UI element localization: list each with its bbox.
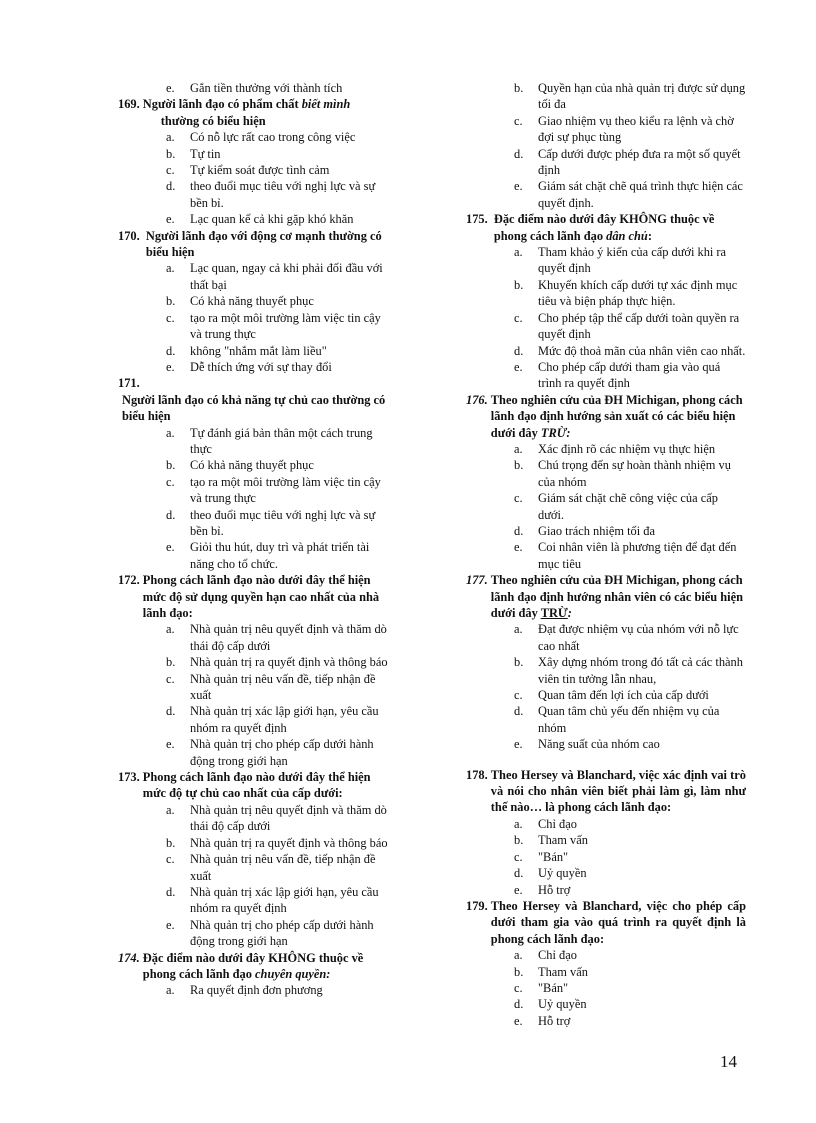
option-item [466, 947, 746, 963]
options-list [118, 425, 394, 573]
option-label: c. [514, 310, 523, 325]
question-title: 172. Phong cách lãnh đạo nào dưới đây thể hiện mức độ sử dụng quyền hạn cao nhất của nhà lãnh đạo: [118, 573, 380, 620]
option-text: Đạt được nhiệm vụ của nhóm với nỗ lực cao nhất [538, 622, 739, 653]
option-text: Nhà quản trị xác lập giới hạn, yêu cầu nhóm ra quyết định [190, 884, 379, 916]
option-label: c. [166, 852, 175, 867]
option-item [466, 882, 746, 898]
option-item [466, 621, 746, 654]
option-label: b. [514, 833, 524, 848]
option-label: b. [514, 458, 524, 473]
option-item [118, 539, 394, 572]
option-text: Quan tâm chủ yếu đến nhiệm vụ của nhóm [538, 704, 720, 735]
option-item [466, 865, 746, 881]
option-item [118, 884, 394, 917]
option-label: d. [166, 884, 176, 899]
option-item [466, 539, 746, 572]
option-label: e. [166, 540, 175, 555]
option-item [466, 964, 746, 980]
option-item [466, 816, 746, 832]
option-item [466, 244, 746, 277]
option-item [118, 211, 394, 227]
question-176 [466, 392, 746, 572]
option-label: c. [514, 688, 523, 703]
option-label: e. [514, 1013, 523, 1028]
option-text: theo đuổi mục tiêu với nghị lực và sự bền bỉ. [190, 179, 376, 210]
option-text: Mức độ thoả mãn của nhân viên cao nhất. [538, 343, 746, 358]
option-text: Nhà quản trị ra quyết định và thông báo [190, 835, 388, 850]
option-label: d. [514, 146, 524, 161]
option-text: Tự đánh giá bản thân một cách trung thực [190, 425, 373, 456]
option-text: Hỗ trợ [538, 1013, 571, 1028]
question-title: 179. Theo Hersey và Blanchard, việc cho phép cấp dưới tham gia vào quá trình ra quyết định là phong cách lãnh đạo: [466, 898, 746, 946]
option-label: a. [514, 622, 523, 637]
option-text: Nhà quản trị cho phép cấp dưới hành động trong giới hạn [190, 737, 374, 768]
option-text: Có nỗ lực rất cao trong công việc [190, 130, 356, 145]
option-item [466, 490, 746, 523]
option-text: Uỷ quyền [538, 866, 587, 881]
option-label: d. [166, 507, 176, 522]
option-item [466, 832, 746, 848]
option-text: Quyền hạn của nhà quản trị được sử dụng tối đa [538, 81, 746, 112]
option-text: Nhà quản trị xác lập giới hạn, yêu cầu nhóm ra quyết định [190, 704, 379, 735]
option-text: Cho phép tập thể cấp dưới toàn quyền ra quyết định [538, 310, 740, 342]
option-label: e. [514, 882, 523, 897]
option-text: Tham khảo ý kiến của cấp dưới khi ra quyết định [538, 245, 727, 276]
option-label: a. [514, 441, 523, 456]
option-label: c. [514, 849, 523, 864]
option-label: a. [166, 261, 175, 276]
option-label: a. [514, 948, 523, 963]
option-text: Dễ thích ứng với sự thay đổi [190, 359, 332, 374]
option-item [118, 457, 394, 473]
option-text: tạo ra một môi trường làm việc tin cậy và trung thực [190, 310, 381, 342]
option-label: e. [166, 212, 175, 227]
option-item [118, 359, 394, 375]
option-text: "Bán" [538, 980, 569, 995]
option-168-e: e. Gắn tiền thưởng với thành tích [166, 81, 343, 95]
options-list [118, 802, 394, 950]
option-text: Nhà quản trị nêu quyết định và thăm dò thái độ cấp dưới [190, 802, 387, 834]
option-label: a. [166, 802, 175, 817]
option-text: Xác định rõ các nhiệm vụ thực hiện [538, 441, 716, 456]
option-item [466, 310, 746, 343]
option-text: Tự tin [190, 146, 221, 161]
option-item [118, 654, 394, 670]
option-label: b. [166, 294, 176, 309]
option-item [118, 178, 394, 211]
option-item [466, 457, 746, 490]
option-item [118, 162, 394, 178]
option-item [466, 277, 746, 310]
option-text: Lạc quan kể cả khi gặp khó khăn [190, 212, 354, 227]
option-item [118, 129, 394, 145]
option-item [466, 80, 746, 113]
option-label: e. [166, 359, 175, 374]
option-text: Cấp dưới được phép đưa ra một số quyết định [538, 146, 741, 178]
option-text: Năng suất của nhóm cao [538, 737, 660, 752]
option-label: b. [514, 81, 524, 95]
option-text: theo đuổi mục tiêu với nghị lực và sự bền bỉ. [190, 507, 376, 538]
question-178 [466, 767, 746, 898]
option-item [118, 260, 394, 293]
option-label: c. [166, 163, 175, 178]
option-text: Giỏi thu hút, duy trì và phát triển tài năng cho tổ chức. [190, 540, 370, 571]
option-item [466, 441, 746, 457]
option-label: d. [166, 179, 176, 194]
option-label: d. [514, 704, 524, 719]
option-label: b. [514, 655, 524, 670]
options-list [118, 260, 394, 375]
question-171 [118, 375, 394, 572]
options-list-174-cont [466, 80, 746, 211]
option-item [466, 703, 746, 736]
option-item [466, 359, 746, 392]
option-text: Chỉ đạo [538, 816, 577, 831]
option-label: c. [514, 980, 523, 995]
option-text: Tham vấn [538, 964, 588, 979]
option-item [118, 851, 394, 884]
page-number: 14 [720, 1052, 737, 1071]
option-text: Coi nhân viên là phương tiện để đạt đến mục tiêu [538, 540, 737, 571]
option-label: d. [514, 997, 524, 1012]
option-label: e. [166, 737, 175, 752]
option-text: Có khả năng thuyết phục [190, 458, 314, 473]
option-text: Ra quyết định đơn phương [190, 983, 323, 998]
option-text: Nhà quản trị nêu quyết định và thăm dò thái độ cấp dưới [190, 622, 387, 653]
question-title: 175. Đặc điểm nào dưới đây KHÔNG thuộc về phong cách lãnh đạo dân chủ: [466, 212, 715, 243]
options-list [466, 816, 746, 898]
option-text: Giám sát chặt chẽ công việc của cấp dưới. [538, 491, 718, 522]
question-173 [118, 769, 394, 949]
question-169 [118, 96, 394, 227]
options-list [466, 621, 746, 752]
right-column [466, 80, 746, 1029]
option-text: Có khả năng thuyết phục [190, 294, 314, 309]
option-item [118, 621, 394, 654]
option-text: Xây dựng nhóm trong đó tất cả các thành viên tin tưởng lẫn nhau, [538, 655, 743, 686]
option-text: Khuyến khích cấp dưới tự xác định mục tiêu và biện pháp thực hiện. [538, 277, 738, 309]
option-label: a. [166, 425, 175, 440]
option-label: e. [514, 540, 523, 555]
option-item [118, 343, 394, 359]
option-label: c. [166, 310, 175, 325]
option-text: Nhà quản trị nêu vấn đề, tiếp nhận đề xuất [190, 852, 376, 883]
option-item [466, 113, 746, 146]
option-item [466, 1013, 746, 1029]
option-label: e. [514, 359, 523, 374]
option-item [466, 980, 746, 996]
option-text: Nhà quản trị nêu vấn đề, tiếp nhận đề xuất [190, 671, 376, 703]
option-label: e. [514, 737, 523, 752]
option-item [118, 310, 394, 343]
option-item [118, 736, 394, 769]
question-title: 178. Theo Hersey và Blanchard, việc xác định vai trò và nói cho nhân viên biết phải làm gì, làm như thế nào… là phong cách lãnh đạo: [466, 767, 746, 815]
option-label: b. [166, 835, 176, 850]
question-title: 174. Đặc điểm nào dưới đây KHÔNG thuộc về phong cách lãnh đạo chuyên quyền: [118, 950, 364, 981]
option-label: e. [166, 917, 175, 932]
option-label: b. [166, 458, 176, 473]
option-text: Tham vấn [538, 833, 588, 848]
option-item [466, 343, 746, 359]
option-item [466, 178, 746, 211]
question-title: 170. Người lãnh đạo với động cơ mạnh thường có biểu hiện [118, 228, 382, 260]
option-item [466, 523, 746, 539]
option-item [118, 293, 394, 309]
option-label: a. [166, 622, 175, 637]
option-label: d. [166, 704, 176, 719]
option-text: Cho phép cấp dưới tham gia vào quá trình ra quyết định [538, 359, 721, 391]
option-label: d. [514, 523, 524, 538]
left-column [118, 80, 394, 999]
question-title: Người lãnh đạo có khả năng tự chủ cao thường có biểu hiện [122, 392, 386, 424]
question-174 [118, 950, 394, 999]
option-label: c. [166, 671, 175, 686]
question-175 [466, 211, 746, 391]
options-list [118, 982, 394, 998]
option-item [466, 146, 746, 179]
question-title: 173. Phong cách lãnh đạo nào dưới đây thể hiện mức độ tự chủ cao nhất của cấp dưới: [118, 770, 371, 801]
question-179 [466, 898, 746, 1029]
question-172 [118, 572, 394, 769]
option-text: Chú trọng đến sự hoàn thành nhiệm vụ của nhóm [538, 458, 731, 489]
option-label: a. [514, 816, 523, 831]
option-text: Tự kiểm soát được tình cảm [190, 163, 330, 178]
option-text: Giám sát chặt chẽ quá trình thực hiện các quyết định. [538, 179, 743, 210]
option-item [118, 917, 394, 950]
option-text: Nhà quản trị ra quyết định và thông báo [190, 655, 388, 670]
question-177 [466, 572, 746, 752]
options-list [466, 244, 746, 392]
options-list [466, 441, 746, 572]
question-title: 169. Người lãnh đạo có phẩm chất biết mình thường có biểu hiện [118, 97, 351, 128]
option-label: c. [166, 474, 175, 489]
options-list [118, 621, 394, 769]
option-item [466, 736, 746, 752]
option-label: b. [514, 964, 524, 979]
option-text: Hỗ trợ [538, 882, 571, 897]
option-item [118, 474, 394, 507]
option-item [118, 507, 394, 540]
option-item [466, 654, 746, 687]
option-label: d. [514, 343, 524, 358]
option-label: b. [166, 146, 176, 161]
options-list [118, 129, 394, 227]
question-title: 177. Theo nghiên cứu của ĐH Michigan, phong cách lãnh đạo định hướng nhân viên có các biểu hiện dưới đây TRỪ: [466, 573, 744, 620]
option-text: Chỉ đạo [538, 948, 577, 963]
option-item [118, 835, 394, 851]
option-item [118, 425, 394, 458]
option-text: "Bán" [538, 849, 569, 864]
option-item [466, 996, 746, 1012]
option-item [118, 802, 394, 835]
option-item [118, 671, 394, 704]
question-170 [118, 228, 394, 376]
question-title: 176. Theo nghiên cứu của ĐH Michigan, phong cách lãnh đạo định hướng sản xuất có các biểu hiện dưới đây TRỪ: [466, 392, 743, 440]
option-label: c. [514, 113, 523, 128]
option-label: a. [166, 130, 175, 145]
option-label: a. [166, 983, 175, 998]
options-list [466, 947, 746, 1029]
option-label: a. [514, 245, 523, 260]
option-label: e. [514, 179, 523, 194]
question-number: 171. [118, 376, 140, 391]
option-text: Lạc quan, ngay cả khi phải đối đầu với thất bại [190, 261, 383, 292]
option-item [466, 849, 746, 865]
option-item [466, 687, 746, 703]
option-item [118, 982, 394, 998]
option-label: b. [514, 277, 524, 292]
option-text: không "nhắm mắt làm liều" [190, 343, 327, 358]
option-text: Giao nhiệm vụ theo kiểu ra lệnh và chờ đợi sự phục tùng [538, 113, 734, 145]
option-text: Quan tâm đến lợi ích của cấp dưới [538, 688, 709, 703]
option-label: d. [166, 343, 176, 358]
option-label: c. [514, 491, 523, 506]
option-text: Uỷ quyền [538, 997, 587, 1012]
option-text: Giao trách nhiệm tối đa [538, 523, 655, 538]
option-item [118, 703, 394, 736]
option-text: tạo ra một môi trường làm việc tin cậy và trung thực [190, 474, 381, 506]
option-item [118, 146, 394, 162]
option-label: b. [166, 655, 176, 670]
option-text: Nhà quản trị cho phép cấp dưới hành động trong giới hạn [190, 917, 374, 949]
option-label: d. [514, 866, 524, 881]
